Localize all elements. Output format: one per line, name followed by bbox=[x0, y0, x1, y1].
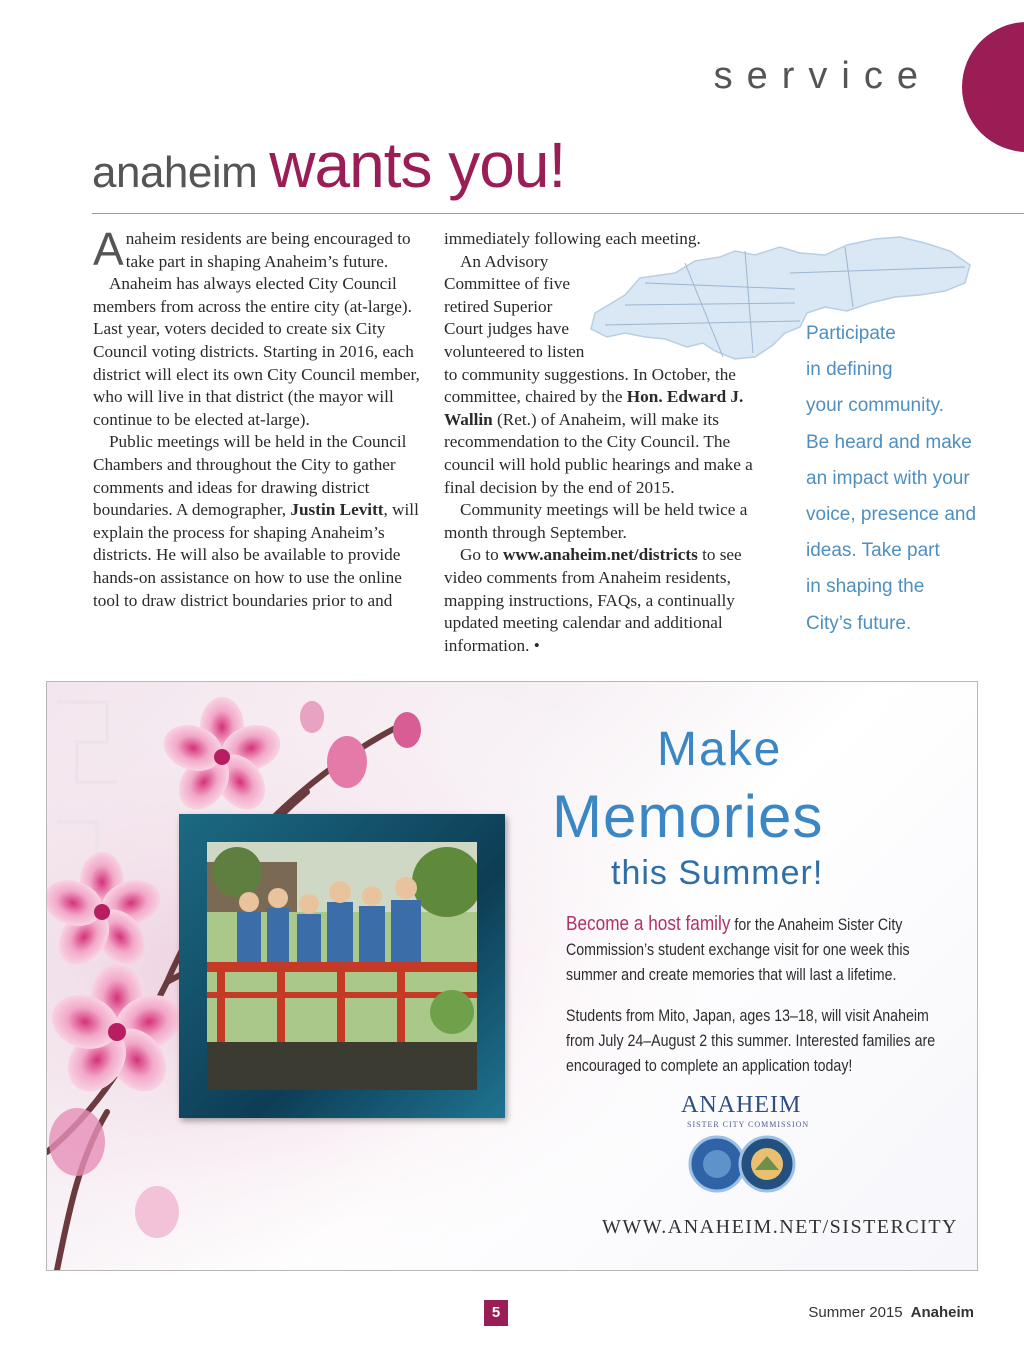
pull-quote-line: ideas. Take part bbox=[806, 540, 940, 562]
page-number: 5 bbox=[484, 1300, 508, 1326]
paragraph-text: Public meetings will be held in the Council Chambers and throughout the City to gather comments and ideas for drawing district boundaries. A demographer, bbox=[93, 432, 407, 520]
article-paragraph: Community meetings will be held twice a month through September. bbox=[444, 500, 748, 542]
ad-title-memories: Memories bbox=[552, 783, 824, 850]
host-family-group-photo bbox=[207, 842, 477, 1090]
ad-title-make: Make bbox=[657, 723, 783, 776]
sister-city-logo-wordmark: ANAHEIM bbox=[681, 1092, 802, 1118]
paragraph-text: naheim residents are being encouraged to take part in shaping Anaheim’s future. bbox=[125, 229, 411, 271]
article-column-1 bbox=[93, 223, 428, 612]
page-footer bbox=[808, 1304, 974, 1321]
headline-rule bbox=[92, 213, 1024, 214]
pull-quote-line: your community. bbox=[806, 395, 944, 417]
article-paragraph bbox=[93, 431, 428, 612]
person-name: Justin Levitt bbox=[290, 500, 384, 520]
pull-quote-line: Be heard and make bbox=[806, 431, 972, 453]
pull-quote-line: Participate bbox=[806, 323, 896, 344]
page-headline bbox=[92, 128, 565, 202]
paragraph-text: An Advisory Committee of five retired Superior Court judges have volunteered to listen to community suggestions. In October, the committee, chaired by the bbox=[444, 251, 736, 407]
article-paragraph: Anaheim has always elected City Council members from across the entire city (at-large). Last year, voters decided to create six City Council voting districts. Starting in 2016, each district will elect its own City Council member, who will live in that district (the mayor will continue to be elected at-large). bbox=[93, 274, 420, 429]
pull-quote-line: an impact with your bbox=[806, 467, 970, 489]
pull-quote bbox=[806, 316, 1006, 642]
paragraph-text: to see video comments from Anaheim residents, mapping instructions, FAQs, a continually updated meeting calendar and additional information. • bbox=[444, 545, 742, 655]
sister-city-url[interactable]: WWW.ANAHEIM.NET/SISTERCITY bbox=[602, 1216, 959, 1238]
article-column-2 bbox=[444, 228, 780, 657]
sister-city-seal-icon bbox=[687, 1134, 797, 1194]
ad-body-2: Students from Mito, Japan, ages 13–18, will visit Anaheim from July 24–August 2 this summer. Interested families are encouraged to complete an application today! bbox=[566, 1007, 936, 1075]
paragraph-text: (Ret.) of Anaheim, will make its recommendation to the City Council. The council will hold public hearings and make a final decision by the end of 2015. bbox=[444, 409, 753, 497]
drop-cap: A bbox=[93, 223, 124, 275]
pull-quote-line: voice, presence and bbox=[806, 504, 977, 526]
districts-link[interactable]: www.anaheim.net/districts bbox=[502, 545, 698, 565]
headline-strong: wants you! bbox=[269, 129, 566, 201]
article-paragraph bbox=[93, 223, 428, 275]
headline-light: anaheim bbox=[92, 148, 258, 197]
photo-frame bbox=[179, 814, 505, 1118]
issue-date: Summer 2015 bbox=[808, 1304, 903, 1321]
pull-quote-line: City’s future. bbox=[806, 612, 912, 634]
sister-city-advertisement bbox=[46, 681, 978, 1271]
pull-quote-line: in shaping the bbox=[806, 576, 925, 598]
person-name: Hon. Edward J. Wallin bbox=[444, 387, 744, 429]
section-label: service bbox=[713, 55, 932, 97]
host-family-callout: Become a host family bbox=[566, 913, 731, 935]
article-paragraph bbox=[444, 544, 780, 657]
pull-quote-line: in defining bbox=[806, 359, 893, 381]
section-tab-marker bbox=[962, 22, 1024, 152]
ad-body-1 bbox=[566, 912, 936, 988]
article-paragraph: immediately following each meeting. bbox=[444, 229, 701, 248]
paragraph-text: , will explain the process for shaping Anaheim’s districts. He will also be available to provide hands-on assistance on how to use the online tool to draw district boundaries prior to and bbox=[93, 500, 419, 610]
sister-city-logo-subtitle: SISTER CITY COMMISSION bbox=[687, 1120, 810, 1129]
ad-body-text: for the Anaheim Sister City Commission’s student exchange visit for one week this summer and create memories that will last a lifetime. bbox=[566, 916, 910, 984]
paragraph-text: Go to bbox=[460, 545, 499, 565]
publication-name: Anaheim bbox=[910, 1304, 974, 1321]
ad-title-summer: this Summer! bbox=[611, 854, 824, 892]
